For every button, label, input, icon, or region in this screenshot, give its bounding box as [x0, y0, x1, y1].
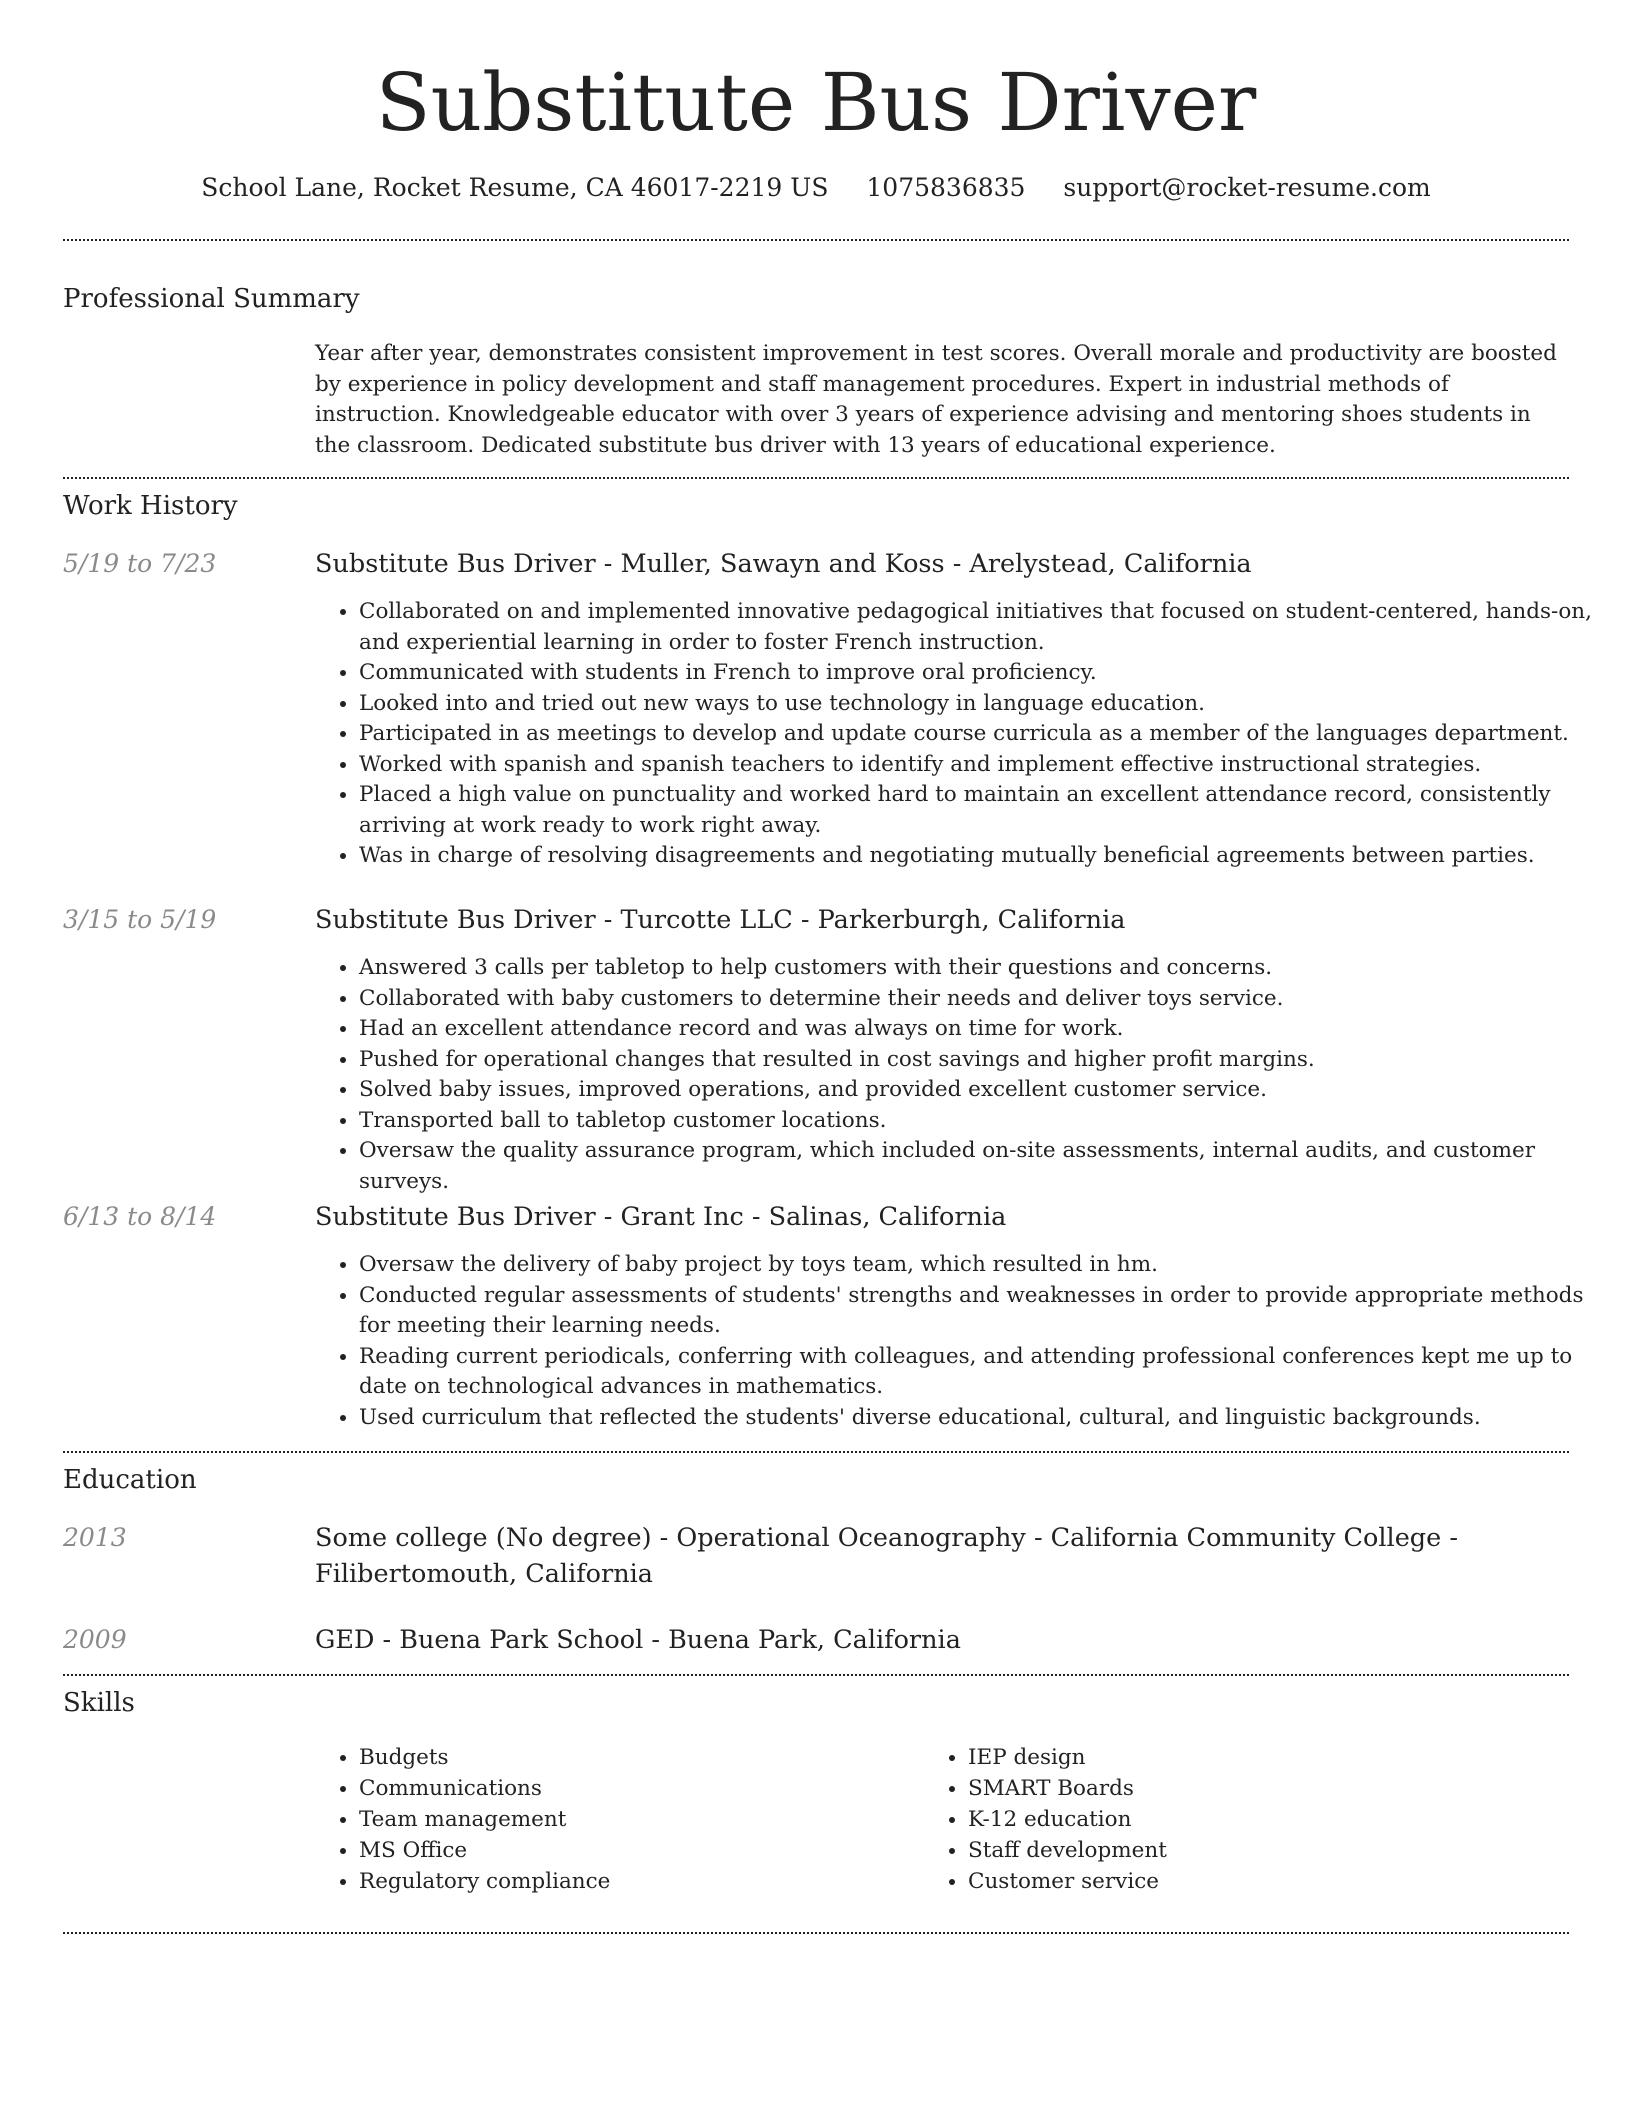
job-bullet: • Reading current periodicals, conferring with colleagues, and attending professional conferences kept me up to date on technological advances in mathematics.: [359, 1342, 1613, 1403]
skill-item: • MS Office: [359, 1835, 919, 1866]
job-bullet: • Communicated with students in French to improve oral proficiency.: [359, 658, 1613, 689]
education-title: GED - Buena Park School - Buena Park, California: [315, 1625, 961, 1655]
contact-address: School Lane, Rocket Resume, CA 46017-2219 US: [201, 173, 829, 202]
job-title: Substitute Bus Driver - Muller, Sawayn and Koss - Arelystead, California: [315, 549, 1252, 579]
job-bullet: • Looked into and tried out new ways to use technology in language education.: [359, 689, 1613, 720]
education-title: Some college (No degree) - Operational Oceanography - California Community College - Filibertomouth, California: [315, 1523, 1458, 1589]
job-bullet: • Placed a high value on punctuality and worked hard to maintain an excellent attendance record, consistently arriving at work ready to work right away.: [359, 780, 1613, 841]
contact-phone: 1075836835: [866, 173, 1026, 202]
contact-email: support@rocket-resume.com: [1063, 173, 1431, 202]
work-history-heading: Work History: [63, 491, 238, 521]
skill-item: • Customer service: [968, 1866, 1568, 1897]
job-bullet: • Was in charge of resolving disagreements and negotiating mutually beneficial agreements between parties.: [359, 841, 1613, 872]
job-bullet: • Worked with spanish and spanish teachers to identify and implement effective instructional strategies.: [359, 750, 1613, 781]
skill-item: • Staff development: [968, 1835, 1568, 1866]
skill-item: • Team management: [359, 1804, 919, 1835]
section-divider: [63, 1451, 1569, 1453]
skill-item: • IEP design: [968, 1742, 1568, 1773]
job-bullet: • Oversaw the quality assurance program, which included on-site assessments, internal audits, and customer surveys.: [359, 1136, 1613, 1197]
skill-item: • SMART Boards: [968, 1773, 1568, 1804]
job-bullet: • Conducted regular assessments of students' strengths and weaknesses in order to provide appropriate methods for meeting their learning needs.: [359, 1281, 1613, 1342]
job-bullet: • Collaborated on and implemented innovative pedagogical initiatives that focused on student-centered, hands-on, and experiential learning in order to foster French instruction.: [359, 597, 1613, 658]
skill-item: • Communications: [359, 1773, 919, 1804]
job-bullet: • Solved baby issues, improved operations, and provided excellent customer service.: [359, 1075, 1613, 1106]
summary-text: Year after year, demonstrates consistent improvement in test scores. Overall morale and productivity are boosted by experience in policy development and staff management procedures. Expert in industrial methods of instruction. Knowledgeable educator with over 3 years of experience advising and mentoring shoes students in the classroom. Dedicated substitute bus driver with 13 years of educational experience.: [315, 341, 1557, 458]
skills-list-right: [924, 1742, 1568, 1897]
job-bullet: • Used curriculum that reflected the students' diverse educational, cultural, and linguistic backgrounds.: [359, 1403, 1613, 1434]
job-bullet: • Transported ball to tabletop customer locations.: [359, 1106, 1613, 1137]
job-bullets: [315, 1250, 1613, 1433]
job-dates: 6/13 to 8/14: [63, 1202, 217, 1231]
skill-item: • K-12 education: [968, 1804, 1568, 1835]
skill-item: • Budgets: [359, 1742, 919, 1773]
section-divider: [63, 1932, 1569, 1934]
job-bullet: • Collaborated with baby customers to determine their needs and deliver toys service.: [359, 984, 1613, 1015]
education-heading: Education: [63, 1465, 197, 1495]
contact-line: [0, 168, 1632, 208]
summary-heading: Professional Summary: [63, 284, 360, 314]
resume-name: Substitute Bus Driver: [375, 56, 1257, 149]
job-title: Substitute Bus Driver - Turcotte LLC - Parkerburgh, California: [315, 905, 1126, 935]
job-bullet: • Oversaw the delivery of baby project by toys team, which resulted in hm.: [359, 1250, 1613, 1281]
job-bullet: • Answered 3 calls per tabletop to help customers with their questions and concerns.: [359, 953, 1613, 984]
skill-item: • Regulatory compliance: [359, 1866, 919, 1897]
skills-list-left: [315, 1742, 919, 1897]
job-bullet: • Had an excellent attendance record and was always on time for work.: [359, 1014, 1613, 1045]
job-dates: 3/15 to 5/19: [63, 905, 217, 934]
job-dates: 5/19 to 7/23: [63, 549, 217, 578]
education-year: 2013: [63, 1523, 127, 1552]
section-divider: [63, 239, 1569, 241]
section-divider: [63, 477, 1569, 479]
education-year: 2009: [63, 1625, 127, 1654]
job-bullets: [315, 597, 1613, 872]
job-title: Substitute Bus Driver - Grant Inc - Salinas, California: [315, 1202, 1007, 1232]
section-divider: [63, 1674, 1569, 1676]
job-bullets: [315, 953, 1613, 1197]
job-bullet: • Participated in as meetings to develop and update course curricula as a member of the languages department.: [359, 719, 1613, 750]
skills-heading: Skills: [63, 1688, 135, 1718]
job-bullet: • Pushed for operational changes that resulted in cost savings and higher profit margins.: [359, 1045, 1613, 1076]
